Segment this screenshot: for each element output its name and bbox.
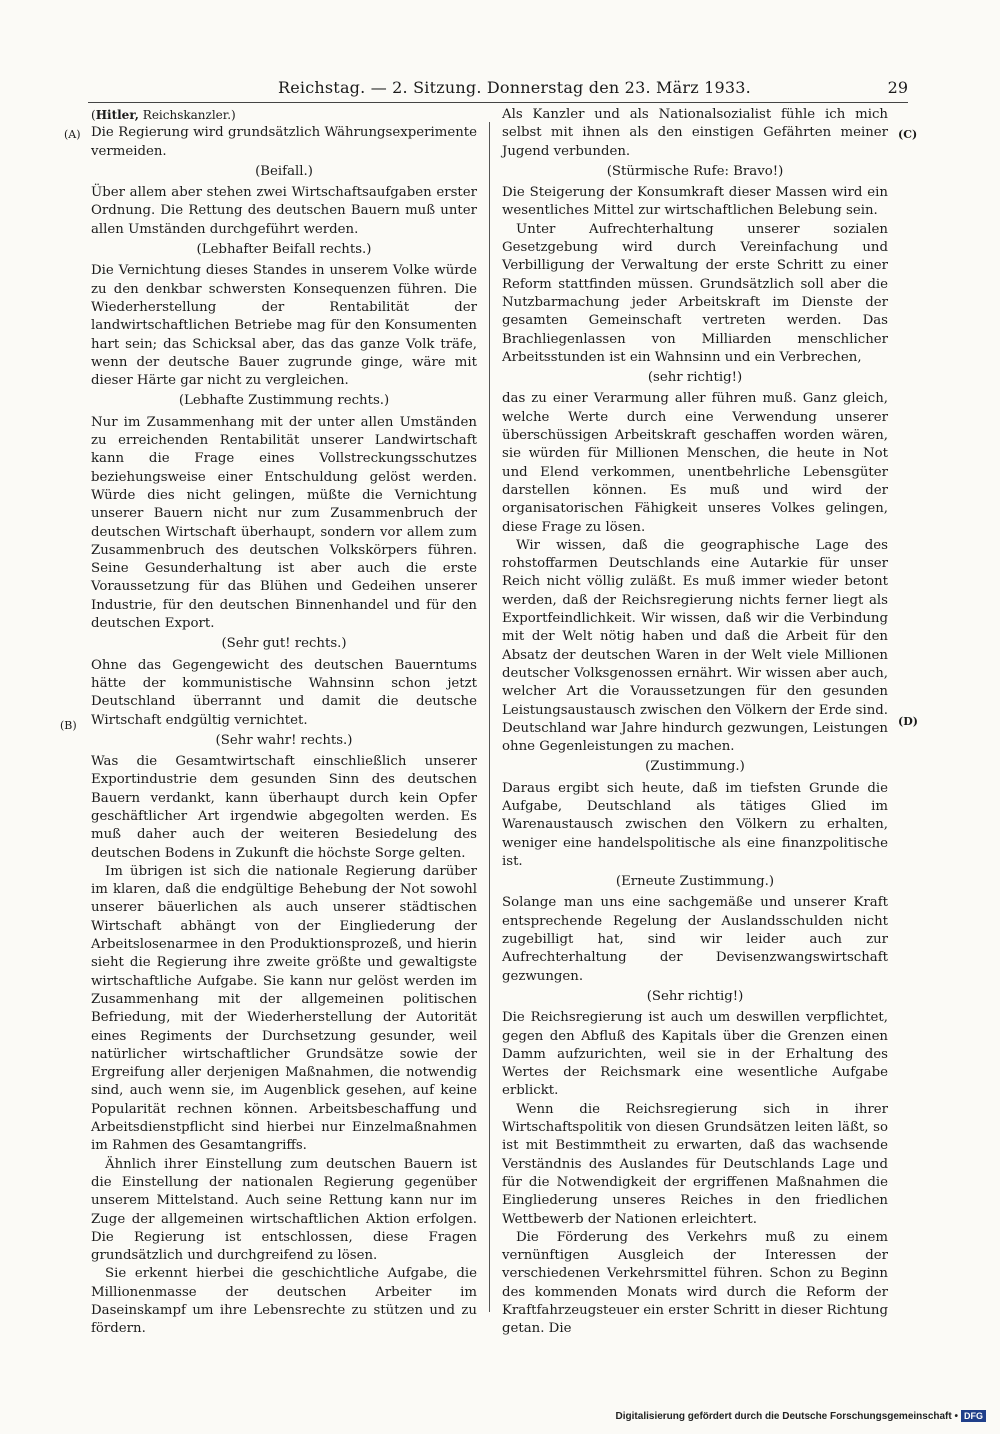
- paragraph: Im übrigen ist sich die nationale Regierung darüber im klaren, daß die endgültige Behebung der Not sowohl unserer bäuerlichen als auch unserer städtischen Wirtschaft abhängt von der Eingliederung der Arbeitslosenarmee in den Produktionsprozeß, und hierin sieht die Regierung ihre zweite größte und gewaltigste wirtschaftliche Aufgabe. Sie kann nur gelöst werden im Zusammenhang mit der allgemeinen politischen Befriedung, mit der Wiederherstellung der Autorität eines Regiments der Durchsetzung gesunder, weil natürlicher wirtschaftlicher Grundsätze sowie der Ergreifung aller derjenigen Maßnahmen, die notwendig sind, auch wenn sie, im Augenblick gesehen, auf keine Popularität rechnen können. Arbeitsbeschaffung und Arbeitsdienstpflicht sind hierbei nur Einzelmaßnahmen im Rahmen des Gesamtangriffs.: [91, 863, 477, 1154]
- paragraph: Daraus ergibt sich heute, daß im tiefsten Grunde die Aufgabe, Deutschland als tätiges Glied im Warenaustausch zwischen den Völkern zu erhalten, weniger eine handelspolitische als eine finanzpolitische ist.: [502, 780, 888, 869]
- speaker-name: Hitler,: [95, 108, 139, 122]
- interjection: (Lebhafte Zustimmung rechts.): [178, 393, 390, 409]
- header-rule: [88, 102, 908, 103]
- paragraph: das zu einer Verarmung aller führen muß. Ganz gleich, welche Werte durch eine Verwendung unserer überschüssigen Arbeitskraft geschaffen worden wären, sie würden für Millionen Menschen, die heute in Not und Elend verkommen, unentbehrliche Lebensgüter darstellen können. Es muß und wird der organisatorischen Fähigkeit unseres Volkes gelingen, diese Frage zu lösen.: [502, 391, 888, 535]
- paragraph: Die Steigerung der Konsumkraft dieser Massen wird ein wesentliches Mittel zur wirtschaftlichen Belebung sein.: [502, 185, 888, 219]
- paragraph: Wenn die Reichsregierung sich in ihrer Wirtschaftspolitik von diesen Grundsätzen leiten läßt, so ist mit Bestimmtheit zu erwarten, daß das wachsende Verständnis des Auslandes für Deutschlands Lage und für die Notwendigkeit der ergriffenen Maßnahmen die Eingliederung unseres Reiches in den friedlichen Wettbewerb der Nationen erleichtert.: [502, 1101, 888, 1227]
- interjection: (sehr richtig!): [647, 370, 743, 386]
- footer: [616, 1410, 986, 1422]
- paragraph: Nur im Zusammenhang mit der unter allen Umständen zu erreichenden Rentabilität unserer Landwirtschaft kann die Frage eines Vollstreckungsschutzes beziehungsweise einer Entschuldung gelöst werden. Würde dies nicht gelingen, müßte die Vernichtung unserer Bauern nicht nur zum Zusammenbruch der deutschen Wirtschaft überhaupt, sondern vor allem zum Zusammenbruch des deutschen Volkskörpers führen. Seine Gesunderhaltung ist aber auch die erste Voraussetzung für das Blühen und Gedeihen unserer Industrie, für den deutschen Binnenhandel und für den deutschen Export.: [91, 414, 477, 632]
- right-column: [502, 106, 888, 1339]
- margin-mark-c: (C): [898, 128, 918, 141]
- paragraph: Unter Aufrechterhaltung unserer sozialen Gesetzgebung wird durch Vereinfachung und Verbilligung der Verwaltung der erste Schritt zu einer Reform stattfinden müssen. Grundsätzlich soll aber die Nutzbarmachung jeder Arbeitskraft im Dienste der gesamten Gemeinschaft vertreten werden. Das Brachliegenlassen von Milliarden menschlicher Arbeitsstunden ist ein Wahnsinn und ein Verbrechen,: [502, 221, 888, 365]
- header-title: Reichstag. — 2. Sitzung. Donnerstag den 23. März 1933.: [278, 78, 751, 97]
- interjection: (Lebhafter Beifall rechts.): [196, 242, 372, 258]
- paragraph: Ohne das Gegengewicht des deutschen Bauerntums hätte der kommunistische Wahnsinn schon jetzt Deutschland überrannt und damit die deutsche Wirtschaft endgültig vernichtet.: [91, 657, 477, 728]
- paragraph: Als Kanzler und als Nationalsozialist fühle ich mich selbst mit ihnen als den einstigen Gefährten meiner Jugend verbunden.: [502, 107, 888, 159]
- paragraph: Solange man uns eine sachgemäße und unserer Kraft entsprechende Regelung der Auslandsschulden nicht zugebilligt hat, sind wir leider auch zur Aufrechterhaltung der Devisenzwangswirtschaft gezwungen.: [502, 895, 888, 984]
- paragraph: Wir wissen, daß die geographische Lage des rohstoffarmen Deutschlands eine Autarkie für unser Reich nicht völlig zuläßt. Es muß immer wieder betont werden, daß der Reichsregierung nichts ferner liegt als Exportfeindlichkeit. Wir wissen, daß wir die Verbindung mit der Welt nötig haben und daß die Arbeit für den Absatz der deutschen Waren in der Welt viele Millionen deutscher Volksgenossen ernährt. Wir wissen aber auch, welcher Art die Voraussetzungen für den gesunden Leistungsaustausch zwischen den Völkern der Erde sind. Deutschland war Jahre hindurch gezwungen, Leistungen ohne Gegenleistungen zu machen.: [502, 537, 888, 755]
- speaker-line: (Hitler, Reichskanzler.): [91, 108, 236, 122]
- margin-mark-d: (D): [898, 715, 918, 728]
- paragraph: Ähnlich ihrer Einstellung zum deutschen Bauern ist die Einstellung der nationalen Regierung gegenüber unserem Mittelstand. Auch seine Rettung kann nur im Zuge der allgemeinen wirtschaftlichen Aktion erfolgen. Die Regierung ist entschlossen, diese Fragen grundsätzlich und durchgreifend zu lösen.: [91, 1156, 477, 1264]
- paragraph: Was die Gesamtwirtschaft einschließlich unserer Exportindustrie dem gesunden Sinn des deutschen Bauern verdankt, kann überhaupt durch kein Opfer geschäftlicher Art irgendwie abgegolten werden. Es muß daher auch der weiteren Besiedelung des deutschen Bodens in Zukunft die höchste Sorge gelten.: [91, 754, 477, 861]
- margin-mark-a: (A): [64, 128, 81, 141]
- paragraph: Die Vernichtung dieses Standes in unserem Volke würde zu den denkbar schwersten Konsequenzen führen. Die Wiederherstellung der Rentabilität der landwirtschaftlichen Betriebe mag für den Konsumenten hart sein; das Schicksal aber, das das ganze Volk träfe, wenn der deutsche Bauer zugrunde ginge, wäre mit dieser Härte gar nicht zu vergleichen.: [91, 263, 477, 389]
- paragraph: Die Regierung wird grundsätzlich Währungsexperimente vermeiden.: [91, 125, 477, 159]
- page-header: [88, 78, 908, 102]
- interjection: (Sehr wahr! rechts.): [215, 732, 353, 748]
- interjection: (Sehr richtig!): [646, 988, 744, 1004]
- paragraph: Über allem aber stehen zwei Wirtschaftsaufgaben erster Ordnung. Die Rettung des deutschen Bauern muß unter allen Umständen durchgeführt werden.: [91, 185, 477, 237]
- speaker-role: Reichskanzler.): [142, 108, 236, 122]
- page-number: 29: [887, 78, 908, 97]
- margin-mark-b: (B): [60, 719, 77, 732]
- left-column: [91, 106, 477, 1339]
- column-divider: [489, 122, 490, 1312]
- interjection: (Erneute Zustimmung.): [615, 874, 775, 890]
- interjection: (Sehr gut! rechts.): [221, 636, 347, 652]
- footer-text: Digitalisierung gefördert durch die Deutsche Forschungsgemeinschaft •: [615, 1411, 958, 1422]
- paragraph: Die Reichsregierung ist auch um deswillen verpflichtet, gegen den Abfluß des Kapitals über die Grenzen einen Damm aufzurichten, weil sie in der Erhaltung des Wertes der Reichsmark eine wesentliche Aufgabe erblickt.: [502, 1010, 888, 1099]
- dfg-logo: DFG: [961, 1410, 986, 1422]
- interjection: (Stürmische Rufe: Bravo!): [606, 163, 784, 179]
- interjection: (Zustimmung.): [645, 759, 745, 775]
- paragraph: Die Förderung des Verkehrs muß zu einem vernünftigen Ausgleich der Interessen der verschiedenen Verkehrsmittel führen. Schon zu Beginn des kommenden Monats wird durch die Reform der Kraftfahrzeugsteuer ein erster Schritt in dieser Richtung getan. Die: [502, 1229, 888, 1337]
- paragraph: Sie erkennt hierbei die geschichtliche Aufgabe, die Millionenmasse der deutschen Arbeiter im Daseinskampf um ihre Lebensrechte zu stützen und zu fördern.: [91, 1266, 477, 1337]
- interjection: (Beifall.): [255, 163, 313, 179]
